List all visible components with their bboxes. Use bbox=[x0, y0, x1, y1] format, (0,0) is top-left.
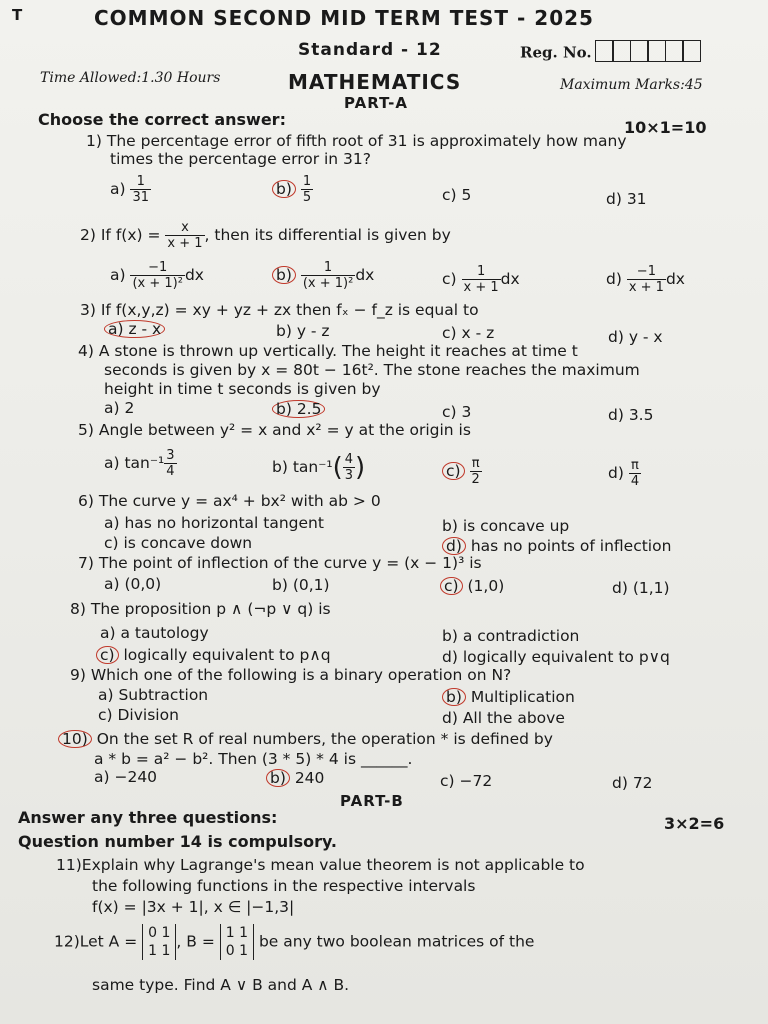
part-b-compulsory: Question number 14 is compulsory. bbox=[18, 832, 338, 851]
q1-option-a[interactable]: a) $\frac{1}{31}$ bbox=[110, 174, 150, 205]
q10: 10) On the set R of real numbers, the operation * is defined by bbox=[58, 730, 553, 748]
q3: 3) If f(x,y,z) = xy + yz + zx then fₓ − f_z is equal to bbox=[80, 301, 479, 319]
q4-option-d[interactable]: d) 3.5 bbox=[608, 406, 654, 424]
q10-option-c[interactable]: c) −72 bbox=[440, 772, 493, 790]
q3-option-c[interactable]: c) x - z bbox=[442, 324, 495, 342]
q1-option-c[interactable]: c) 5 bbox=[442, 186, 472, 204]
q11-line2: the following functions in the respective intervals bbox=[92, 877, 476, 895]
q7-option-b[interactable]: b) (0,1) bbox=[272, 576, 330, 594]
part-b-marks: 3×2=6 bbox=[664, 814, 725, 833]
q1-option-d[interactable]: d) 31 bbox=[606, 190, 647, 208]
q8-option-a[interactable]: a) a tautology bbox=[100, 624, 209, 642]
q6-option-a[interactable]: a) has no horizontal tangent bbox=[104, 514, 324, 532]
q4-option-a[interactable]: a) 2 bbox=[104, 399, 135, 417]
reg-no bbox=[520, 40, 701, 66]
corner-mark: T bbox=[12, 6, 23, 24]
q10-line2: a * b = a² − b². Then (3 * 5) * 4 is ______. bbox=[94, 750, 413, 768]
q8-option-c[interactable]: c) logically equivalent to p∧q bbox=[96, 646, 331, 664]
q12-line2: same type. Find A ∨ B and A ∧ B. bbox=[92, 976, 350, 994]
q6-option-b[interactable]: b) is concave up bbox=[442, 517, 570, 535]
q5-option-b[interactable]: b) tan⁻¹( $\frac{4}{3}$ ) bbox=[272, 452, 366, 483]
q5-option-d[interactable]: d) $\frac{\pi}{4}$ bbox=[608, 458, 640, 489]
part-a-title: PART-A bbox=[344, 94, 408, 112]
q8-option-b[interactable]: b) a contradiction bbox=[442, 627, 580, 645]
q4: 4) A stone is thrown up vertically. The height it reaches at time t bbox=[78, 342, 578, 360]
q10-option-b[interactable]: b) 240 bbox=[266, 769, 324, 787]
q1-line2: times the percentage error in 31? bbox=[110, 150, 372, 168]
q9-option-a[interactable]: a) Subtraction bbox=[98, 686, 209, 704]
q7-option-c[interactable]: c) (1,0) bbox=[440, 577, 504, 595]
q10-option-d[interactable]: d) 72 bbox=[612, 774, 653, 792]
q4-line3: height in time t seconds is given by bbox=[104, 380, 381, 398]
part-b-title: PART-B bbox=[340, 792, 404, 810]
q4-option-b[interactable]: b) 2.5 bbox=[272, 400, 325, 418]
q6-option-d[interactable]: d) has no points of inflection bbox=[442, 537, 671, 555]
q8: 8) The proposition p ∧ (¬p ∨ q) is bbox=[70, 600, 331, 618]
q5-option-a[interactable]: a) tan⁻¹ $\frac{3}{4}$ bbox=[104, 448, 175, 479]
q2-option-a[interactable]: a) $\frac{-1}{\text{(x + 1)²}}$ dx bbox=[110, 260, 204, 291]
q12: 12)Let A = 0 1 1 1 , B = 1 1 0 1 be any two boolean matrices of the bbox=[54, 925, 535, 959]
q4-option-c[interactable]: c) 3 bbox=[442, 403, 472, 421]
q3-option-d[interactable]: d) y - x bbox=[608, 328, 663, 346]
q5-option-c[interactable]: c) $\frac{\pi}{2}$ bbox=[442, 456, 482, 487]
matrix-a: 0 1 1 1 bbox=[142, 924, 176, 960]
q11-line3: f(x) = |3x + 1|, x ∈ |−1,3| bbox=[92, 898, 295, 916]
max-marks: Maximum Marks:45 bbox=[560, 77, 703, 93]
q9: 9) Which one of the following is a binary operation on N? bbox=[70, 666, 512, 684]
q11: 11)Explain why Lagrange's mean value theorem is not applicable to bbox=[56, 856, 585, 874]
q1: 1) The percentage error of fifth root of 31 is approximately how many bbox=[86, 132, 627, 150]
exam-title: COMMON SECOND MID TERM TEST - 2025 bbox=[94, 6, 594, 30]
part-b-instruction: Answer any three questions: bbox=[18, 808, 278, 827]
q7-option-d[interactable]: d) (1,1) bbox=[612, 579, 670, 597]
q3-option-b[interactable]: b) y - z bbox=[276, 322, 330, 340]
q6: 6) The curve y = ax⁴ + bx² with ab > 0 bbox=[78, 492, 381, 510]
q3-option-a[interactable]: a) z - x bbox=[104, 320, 165, 338]
q2-option-b[interactable]: b) $\frac{1}{\text{(x + 1)²}}$ dx bbox=[272, 260, 374, 291]
q6-option-c[interactable]: c) is concave down bbox=[104, 534, 253, 552]
reg-no-boxes[interactable] bbox=[596, 40, 701, 66]
q9-option-b[interactable]: b) Multiplication bbox=[442, 688, 575, 706]
part-a-marks: 10×1=10 bbox=[624, 118, 707, 137]
q5: 5) Angle between y² = x and x² = y at the origin is bbox=[78, 421, 471, 439]
q2-option-c[interactable]: c) $\frac{1}{x + 1}$ dx bbox=[442, 264, 520, 295]
time-allowed: Time Allowed:1.30 Hours bbox=[40, 70, 221, 86]
part-a-instruction: Choose the correct answer: bbox=[38, 110, 286, 129]
q9-option-d[interactable]: d) All the above bbox=[442, 709, 565, 727]
q8-option-d[interactable]: d) logically equivalent to p∨q bbox=[442, 648, 670, 666]
q1-option-b[interactable]: b) $\frac{1}{5}$ bbox=[272, 174, 313, 205]
matrix-b: 1 1 0 1 bbox=[220, 924, 254, 960]
standard-label: Standard - 12 bbox=[298, 40, 442, 60]
reg-no-label: Reg. No. bbox=[520, 43, 592, 62]
q4-line2: seconds is given by x = 80t − 16t². The stone reaches the maximum bbox=[104, 361, 640, 379]
q9-option-c[interactable]: c) Division bbox=[98, 706, 179, 724]
q2-option-d[interactable]: d) $\frac{-1}{x + 1}$ dx bbox=[606, 264, 685, 295]
q2: 2) If f(x) = $\frac{x}{x + 1}$ , then its differential is given by bbox=[80, 220, 451, 251]
q7-option-a[interactable]: a) (0,0) bbox=[104, 575, 162, 593]
q7: 7) The point of inflection of the curve y = (x − 1)³ is bbox=[78, 554, 482, 572]
q10-option-a[interactable]: a) −240 bbox=[94, 768, 158, 786]
subject-title: MATHEMATICS bbox=[288, 70, 462, 94]
